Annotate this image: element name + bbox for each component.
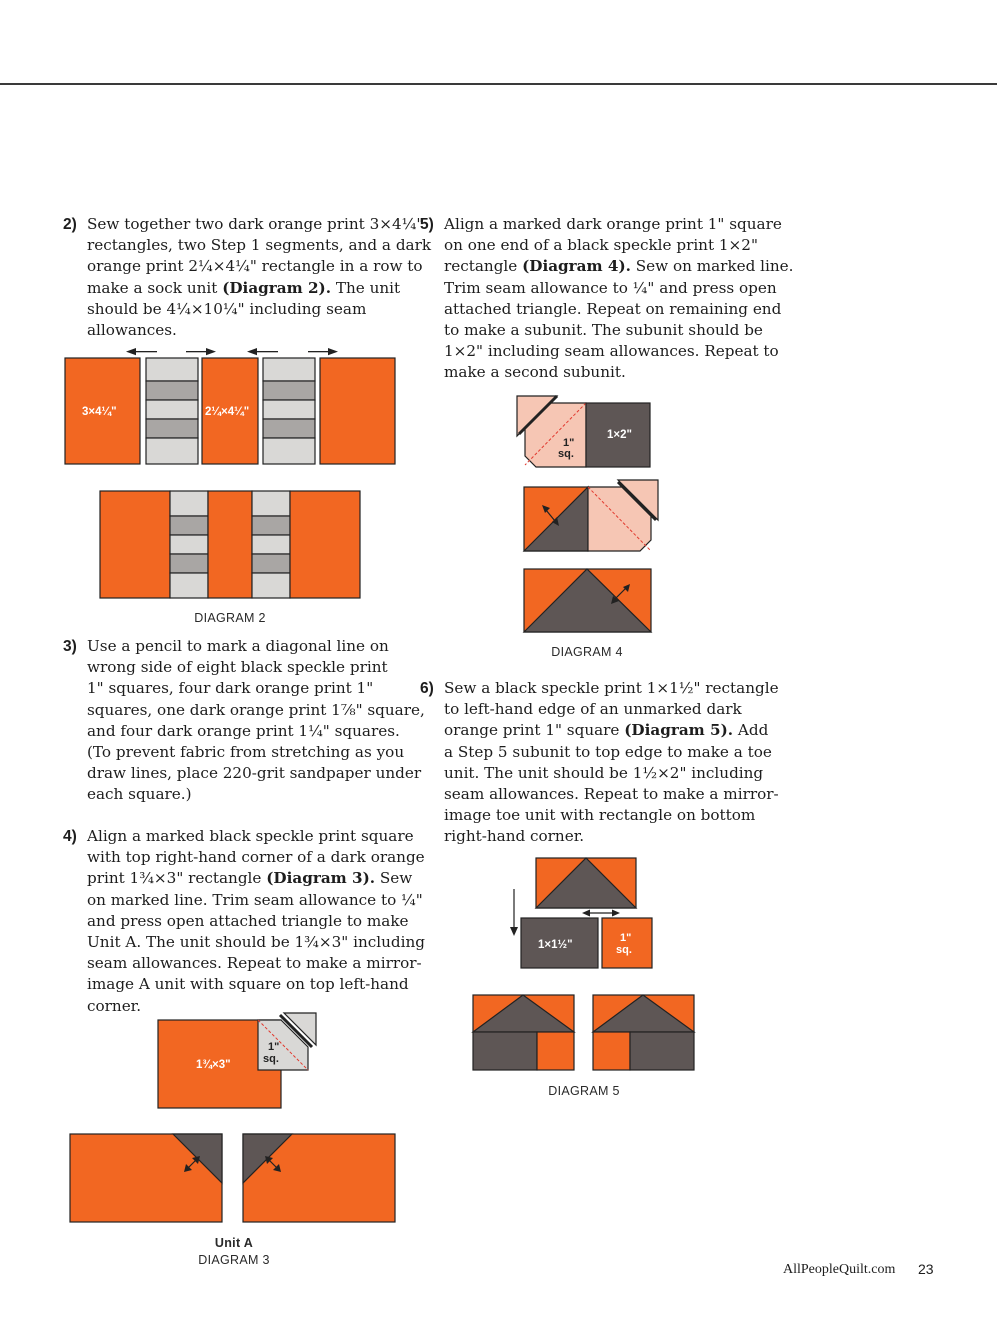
step-line: a Step 5 subunit to top edge to make a toe: [444, 742, 772, 761]
step-line: orange print 2¼×4¼" rectangle in a row to: [87, 257, 423, 276]
step-4: [63, 826, 425, 1017]
step-5: [420, 214, 794, 384]
step-line: on one end of a black speckle print 1×2": [444, 236, 758, 255]
footer-site: AllPeopleQuilt.com: [783, 1262, 896, 1277]
diagram-4: [515, 394, 675, 634]
step-line: Trim seam allowance to ¼" and press open: [444, 278, 777, 297]
diagram-2-caption: DIAGRAM 2: [194, 611, 266, 625]
step-2: [63, 214, 431, 341]
step-line: 1" squares, four dark orange print 1": [87, 679, 374, 698]
step-line: should be 4¼×10¼" including seam: [87, 299, 367, 318]
step-line: print 1¾×3" rectangle (Diagram 3). Sew: [87, 869, 413, 888]
step-6: [420, 678, 779, 848]
step-line: Align a marked dark orange print 1" square: [444, 215, 782, 233]
step-line: seam allowances. Repeat to make a mirror-: [87, 954, 422, 973]
diagram-reference: (Diagram 5).: [624, 721, 734, 740]
step-line: allowances.: [87, 321, 177, 340]
unit-a-caption: [184, 1236, 284, 1250]
diagram-5-caption: DIAGRAM 5: [548, 1084, 620, 1098]
orange-rectangle: [320, 358, 395, 464]
step-line: to make a subunit. The subunit should be: [444, 321, 763, 340]
step-line: seam allowances. Repeat to make a mirror-: [444, 785, 779, 804]
toe-unit: [473, 995, 574, 1070]
diagram-reference: (Diagram 3).: [266, 869, 376, 888]
orange-rectangle: [208, 491, 252, 598]
step1-segment: [263, 358, 315, 464]
page-number: 23: [918, 1261, 934, 1277]
diagram-reference: (Diagram 4).: [522, 257, 631, 276]
step1-segment: [252, 491, 290, 598]
step1-segment: [170, 491, 208, 598]
step-number: 3): [63, 638, 77, 655]
step-line: Unit A. The unit should be 1¾×3" including: [87, 933, 425, 952]
step-line: unit. The unit should be 1½×2" including: [444, 763, 764, 782]
step-line: each square.): [87, 785, 192, 804]
step-line: rectangles, two Step 1 segments, and a dark: [87, 236, 432, 255]
diagram-reference: (Diagram 2).: [222, 278, 332, 297]
step-line: Sew a black speckle print 1×1½" rectangle: [444, 679, 779, 697]
label-sq: sq.: [263, 1053, 279, 1065]
step-line: 1×2" including seam allowances. Repeat to: [444, 342, 779, 361]
orange-rectangle: [290, 491, 360, 598]
label-1x2: 1×2": [607, 429, 632, 441]
step-line: make a second subunit.: [444, 363, 626, 382]
step-line: Sew together two dark orange print 3×4¼": [87, 215, 424, 233]
step-line: corner.: [87, 996, 142, 1015]
step-line: wrong side of eight black speckle print: [87, 658, 388, 677]
diagram-3: [68, 1010, 408, 1225]
press-arrow: [126, 348, 338, 355]
label-2-1-4x4-1-4: 2¼×4¼": [205, 406, 250, 418]
step-line: attached triangle. Repeat on remaining end: [444, 299, 782, 318]
label-3x4-1-4: 3×4¼": [82, 406, 117, 418]
unit-a: [70, 1134, 222, 1222]
step-line: right-hand corner.: [444, 827, 585, 846]
step-number: 6): [420, 680, 434, 697]
step-line: Use a pencil to mark a diagonal line on: [87, 637, 389, 655]
diagram-3-caption: DIAGRAM 3: [198, 1253, 270, 1267]
label-1x1-1-2: 1×1½": [538, 939, 573, 951]
step-line: and four dark orange print 1¼" squares.: [87, 721, 400, 740]
step-line: image toe unit with rectangle on bottom: [444, 806, 756, 825]
step-line: orange print 1" square (Diagram 5). Add: [444, 721, 769, 740]
label-1-in: 1": [620, 932, 632, 944]
step-number: 2): [63, 216, 77, 233]
header-rule: [0, 83, 997, 85]
unit-a-mirror: [243, 1134, 395, 1222]
step-line: rectangle (Diagram 4). Sew on marked line.: [444, 257, 794, 276]
step-line: Align a marked black speckle print square: [87, 827, 414, 845]
step-line: squares, one dark orange print 1⅞" square,: [87, 700, 425, 719]
label-sq: sq.: [616, 944, 632, 956]
step-line: (To prevent fabric from stretching as you: [87, 743, 405, 762]
step-line: draw lines, place 220-grit sandpaper under: [87, 764, 422, 783]
step-line: with top right-hand corner of a dark orange: [87, 848, 425, 867]
step-line: make a sock unit (Diagram 2). The unit: [87, 278, 401, 297]
diagram-4-caption: DIAGRAM 4: [551, 645, 623, 659]
step-line: to left-hand edge of an unmarked dark: [444, 700, 742, 719]
step-line: image A unit with square on top left-hand: [87, 975, 409, 994]
step-3: [63, 636, 425, 806]
label-sq: sq.: [558, 448, 574, 460]
label-1-in: 1": [563, 437, 575, 449]
diagram-2: [60, 345, 400, 605]
step-number: 5): [420, 216, 434, 233]
label-1-3-4x3: 1¾×3": [196, 1059, 231, 1071]
unit-a-label: Unit A: [214, 1236, 254, 1250]
diagram-5: [470, 855, 700, 1075]
toe-unit-mirror: [593, 995, 694, 1070]
orange-rectangle: [100, 491, 170, 598]
step1-segment: [146, 358, 198, 464]
step-line: on marked line. Trim seam allowance to ¼": [87, 890, 423, 909]
step-number: 4): [63, 828, 77, 845]
label-1-in: 1": [268, 1041, 280, 1053]
step-line: and press open attached triangle to make: [87, 911, 409, 930]
